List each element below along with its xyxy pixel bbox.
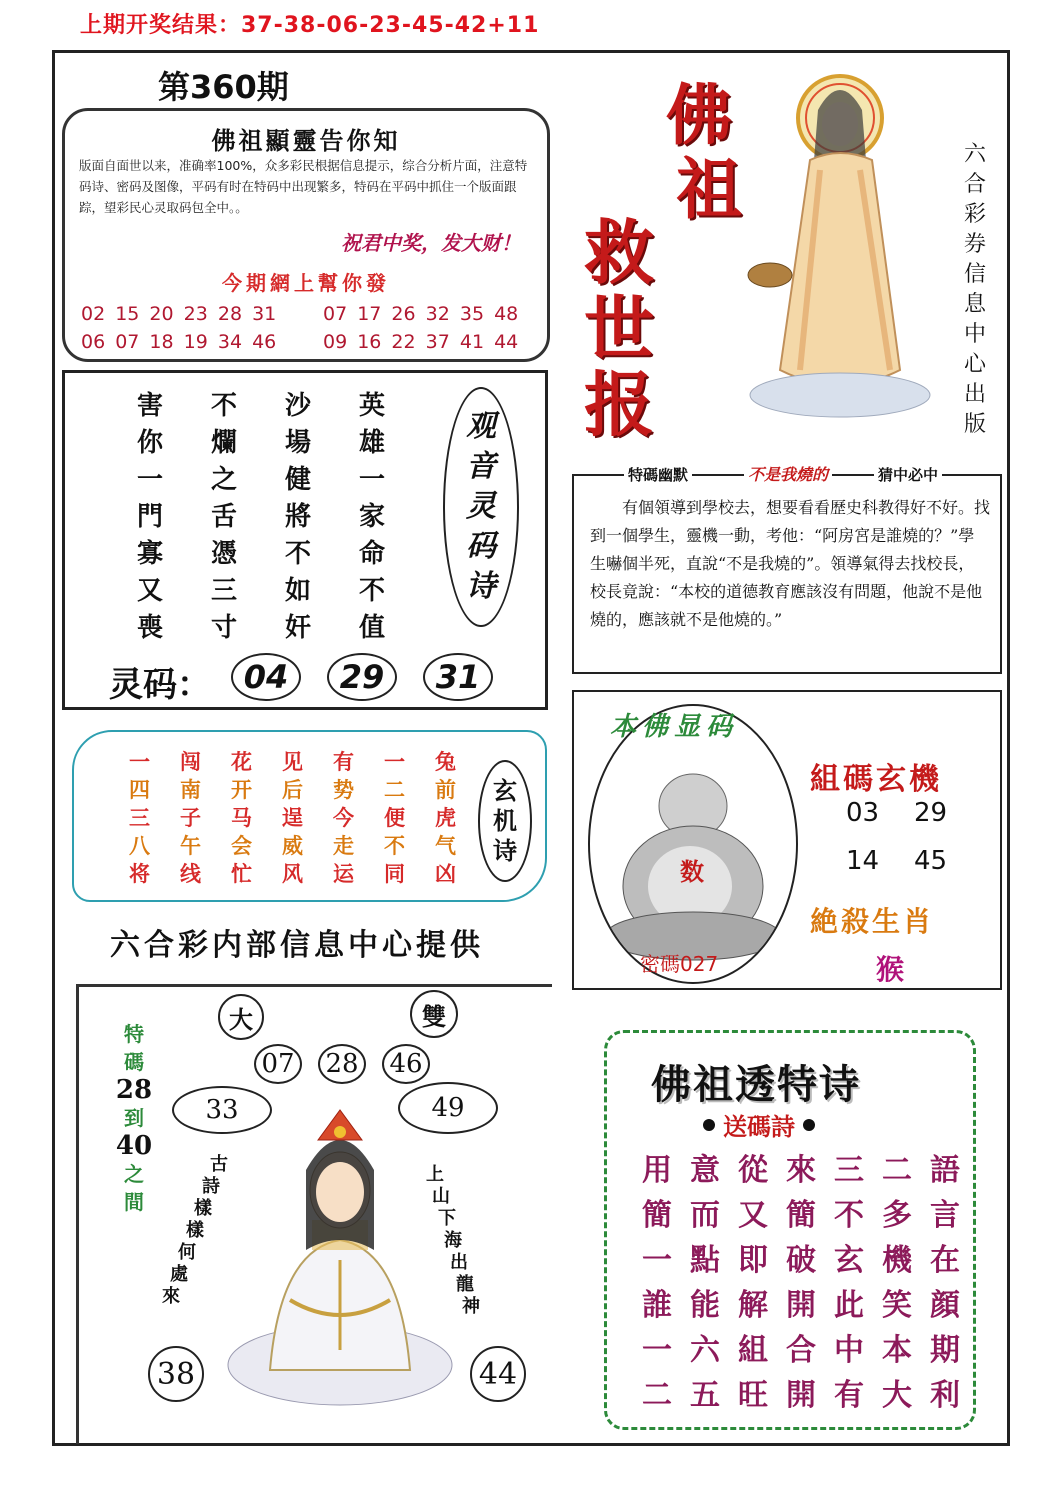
poem-char: 雄: [358, 428, 385, 458]
circle-number: 28: [318, 1044, 366, 1084]
joke-body: 有個領導到學校去，想要看看歷史科教得好不好。找到一個學生，靈機一動，考他：“阿房宮是誰燒的？”學生嚇個半死，直說“不是我燒的”。領導氣得去找校長，校長竟說：“本校的道德教育應該沒有問題，他說不是他燒的，應該就不是他燒的。”: [590, 498, 991, 629]
poem-char: 害: [136, 391, 163, 421]
poem-char: 不: [210, 391, 237, 421]
publisher-char: 出: [963, 382, 986, 407]
xuanji-title-char: 机: [493, 807, 517, 835]
tetou-grid: [633, 1145, 969, 1415]
vertical-poem-char: 詩: [202, 1176, 220, 1197]
xuanji-char: 二: [384, 778, 405, 802]
vertical-poem-char: 山: [432, 1186, 450, 1207]
tema-between-2: 間: [124, 1190, 144, 1214]
xuanji-title-char: 诗: [493, 837, 517, 865]
vertical-poem-char: 出: [450, 1252, 468, 1273]
vertical-poem-char: 上: [426, 1164, 444, 1185]
xuanji-char: 气: [435, 834, 456, 858]
xuanji-char: 势: [333, 778, 354, 802]
poem-char: 奸: [284, 613, 311, 643]
tetou-char: 解: [738, 1288, 768, 1323]
numbers-row1-left: 02 15 20 23 28 31: [81, 303, 277, 325]
bullet-dot: [803, 1119, 815, 1131]
poem-char: 舌: [210, 502, 237, 532]
poem-char: 值: [358, 613, 385, 643]
xuanji-char: 南: [180, 778, 201, 802]
tetou-char: 一: [642, 1243, 672, 1278]
publisher-vertical: [960, 140, 990, 440]
side-number-right: 49: [398, 1082, 498, 1134]
xuanji-char: 今: [333, 806, 354, 830]
vertical-poem-char: 古: [210, 1154, 228, 1175]
tetou-char: 顔: [930, 1288, 960, 1323]
poem-char: 三: [210, 576, 237, 606]
joke-header-right: 猜中必中: [874, 464, 942, 485]
tetou-char: 一: [642, 1333, 672, 1368]
poem-char: 喪: [136, 613, 163, 643]
joke-header-mid: 不是我燒的: [744, 462, 832, 485]
joke-header-left: 特碼幽默: [624, 464, 692, 485]
guanyin-poem-box: [62, 370, 548, 710]
poem-char: 門: [136, 502, 163, 532]
title-jiu: 救: [584, 211, 654, 294]
xuanji-char: 一: [384, 750, 405, 774]
tetou-char: 本: [882, 1333, 912, 1368]
numbers-row1-right: 07 17 26 32 35 48: [323, 303, 519, 325]
tetou-char: 中: [834, 1333, 864, 1368]
tetou-char: 來: [786, 1153, 816, 1188]
label-da: 大: [218, 994, 264, 1040]
poem-char: 寡: [136, 539, 163, 569]
poem-char: 又: [136, 576, 163, 606]
circle-number: 07: [254, 1044, 302, 1084]
xuanji-char: 走: [333, 834, 354, 858]
publisher-char: 心: [963, 352, 986, 377]
lingma-number: 31: [423, 653, 493, 701]
kill-zodiac-animal: 猴: [876, 953, 905, 986]
side-number-left: 33: [172, 1086, 272, 1134]
tetou-char: 意: [690, 1153, 720, 1188]
publisher-char: 彩: [963, 202, 986, 227]
xuanji-char: 风: [282, 862, 303, 886]
xuanji-char: 花: [231, 750, 252, 774]
tetou-char: 組: [738, 1333, 768, 1368]
xuanji-char: 八: [129, 834, 150, 858]
vertical-poem-char: 神: [462, 1296, 480, 1317]
xuanji-char: 会: [231, 834, 252, 858]
left-vertical-poem: [130, 1150, 228, 1310]
numbers-row2-right: 09 16 22 37 41 44: [323, 331, 519, 353]
xuanji-char: 开: [231, 778, 252, 802]
buddha-arc-title: 本佛显码: [610, 712, 739, 742]
issue-number: 第360期: [158, 68, 289, 106]
buddha-oval: [588, 704, 798, 984]
tetou-char: 開: [786, 1378, 816, 1413]
bottom-number-left: 38: [148, 1346, 204, 1402]
tetou-char: 語: [930, 1153, 960, 1188]
poem-title-char: 码: [466, 529, 496, 564]
tetou-char: 用: [642, 1153, 672, 1188]
publisher-char: 中: [963, 322, 986, 347]
xuanji-char: 闯: [180, 750, 201, 774]
publisher-char: 版: [963, 412, 986, 437]
tetou-char: 笑: [882, 1288, 912, 1323]
xuanji-char: 威: [282, 834, 303, 858]
xuanji-char: 子: [180, 806, 201, 830]
xuanji-char: 同: [384, 862, 405, 886]
xuanji-char: 马: [231, 806, 252, 830]
provider-line: 六合彩内部信息中心提供: [110, 928, 484, 963]
tetou-char: 能: [690, 1288, 720, 1323]
joke-box: [572, 465, 1002, 674]
xuanji-title: [478, 760, 532, 882]
combo-number: 14: [846, 846, 880, 876]
xuanji-title-char: 玄: [493, 777, 517, 805]
tetou-char: 合: [786, 1333, 816, 1368]
xuanji-char: 有: [333, 750, 354, 774]
publisher-char: 信: [963, 262, 986, 287]
notice-box: [62, 108, 550, 362]
kill-zodiac-title: 絶殺生肖: [810, 905, 935, 938]
xuanji-char: 一: [129, 750, 150, 774]
poem-char: 寸: [210, 613, 237, 643]
tema-to: 40: [115, 1131, 153, 1161]
bullet-dot: [703, 1119, 715, 1131]
guanyin-standing-illustration: [740, 70, 950, 430]
tetou-char: 從: [738, 1153, 768, 1188]
tetou-poem-box: [604, 1030, 976, 1430]
xuanji-char: 前: [435, 778, 456, 802]
poem-char: 健: [284, 465, 311, 495]
tetou-char: 言: [930, 1198, 960, 1233]
poem-title-char: 灵: [466, 489, 496, 524]
poem-char: 將: [284, 502, 311, 532]
tema-to-label: 到: [124, 1106, 144, 1130]
laughing-buddha-illustration: [590, 706, 796, 982]
tetou-char: 期: [930, 1333, 960, 1368]
xuanji-char: 虎: [435, 806, 456, 830]
vertical-poem-char: 海: [444, 1230, 462, 1251]
xuanji-char: 后: [282, 778, 303, 802]
tetou-char: 有: [834, 1378, 864, 1413]
tetou-char: 不: [834, 1198, 864, 1233]
xuanji-char: 不: [384, 834, 405, 858]
poem-char: 憑: [210, 539, 237, 569]
tetou-title: 佛祖透特诗: [651, 1061, 861, 1108]
xuanji-char: 便: [384, 806, 405, 830]
lingma-label: 灵码：: [109, 665, 211, 705]
publisher-char: 六: [963, 142, 986, 167]
tetou-char: 簡: [642, 1198, 672, 1233]
tema-label-1: 特: [124, 1022, 144, 1046]
tetou-char: 破: [786, 1243, 816, 1278]
poem-char: 爛: [210, 428, 237, 458]
tetou-char: 此: [834, 1288, 864, 1323]
tema-between-1: 之: [124, 1162, 144, 1186]
vertical-poem-char: 樣: [194, 1198, 212, 1219]
poem-char: 沙: [284, 391, 311, 421]
poem-char: 一: [358, 465, 385, 495]
guanyin-poem-title: [443, 387, 519, 627]
buddha-center-char: 数: [680, 858, 704, 886]
xuanji-poem-box: [72, 730, 547, 902]
poem-char: 你: [136, 428, 163, 458]
tetou-char: 大: [882, 1378, 912, 1413]
xuanji-char: 三: [129, 806, 150, 830]
lingma-number: 04: [231, 653, 301, 701]
tetou-char: 誰: [642, 1288, 672, 1323]
combo-title: 組碼玄機: [810, 762, 942, 797]
tetou-char: 利: [930, 1378, 960, 1413]
guanyin-seated-illustration: [220, 1100, 460, 1410]
tetou-char: 機: [882, 1243, 912, 1278]
tetou-char: 即: [738, 1243, 768, 1278]
tetou-subtitle-row: [703, 1107, 815, 1142]
xuanji-char: 运: [333, 862, 354, 886]
tetou-subtitle: 送碼詩: [723, 1113, 795, 1141]
combo-number: 29: [914, 798, 948, 828]
buddha-box: [572, 690, 1002, 990]
tetou-char: 二: [642, 1378, 672, 1413]
poem-char: 不: [284, 539, 311, 569]
title-shi: 世: [584, 287, 654, 370]
xuanji-char: 忙: [231, 862, 252, 886]
tetou-char: 六: [690, 1333, 720, 1368]
vertical-poem-char: 下: [438, 1208, 456, 1229]
bottom-number-right: 44: [470, 1346, 526, 1402]
poem-char: 場: [284, 428, 311, 458]
poem-char: 英: [358, 391, 385, 421]
tetou-char: 簡: [786, 1198, 816, 1233]
publisher-char: 券: [963, 232, 986, 257]
notice-subtitle: 今期網上幫你發: [222, 271, 390, 295]
poem-title-char: 音: [466, 449, 496, 484]
xuanji-char: 午: [180, 834, 201, 858]
combo-number: 45: [914, 846, 948, 876]
xuanji-char: 凶: [435, 862, 456, 886]
previous-result: 上期开奖结果：37-38-06-23-45-42+11: [80, 13, 540, 38]
poem-char: 命: [358, 539, 385, 569]
xuanji-char: 兔: [435, 750, 456, 774]
xuanji-char: 逞: [282, 806, 303, 830]
xuanji-char: 线: [180, 862, 201, 886]
poem-char: 不: [358, 576, 385, 606]
poem-title-char: 诗: [466, 569, 496, 604]
notice-title: 佛祖顯靈告你知: [211, 127, 401, 155]
vertical-poem-char: 龍: [456, 1274, 474, 1295]
xuanji-char: 将: [129, 862, 150, 886]
tetou-char: 旺: [738, 1378, 768, 1413]
tetou-char: 而: [690, 1198, 720, 1233]
poem-grid: [113, 385, 409, 644]
notice-body: 版面自面世以来，准确率100%，众多彩民根据信息提示，综合分析片面，注意特码诗、密码及图像，平码有时在特码中出现繁多，特码在平码中抓住一个版面跟踪，望彩民心灵取码包全中。。: [79, 158, 528, 215]
secret-code: 密碼027: [640, 952, 719, 976]
circle-number: 46: [382, 1044, 430, 1084]
title-fo: 佛: [666, 76, 732, 154]
lingma-number: 29: [327, 653, 397, 701]
title-bao: 报: [584, 363, 654, 446]
poem-title-char: 观: [466, 409, 496, 444]
vertical-poem-char: 何: [178, 1242, 196, 1263]
tetou-char: 五: [690, 1378, 720, 1413]
title-zu: 祖: [676, 150, 742, 228]
tema-from: 28: [115, 1075, 153, 1105]
combo-number: 03: [846, 798, 880, 828]
tetou-char: 在: [930, 1243, 960, 1278]
vertical-poem-char: 來: [162, 1286, 180, 1307]
tetou-char: 三: [834, 1153, 864, 1188]
vertical-poem-char: 樣: [186, 1220, 204, 1241]
poem-char: 一: [136, 465, 163, 495]
vertical-poem-char: 處: [170, 1264, 188, 1285]
numbers-row2-left: 06 07 18 19 34 46: [81, 331, 277, 353]
label-shuang: 雙: [410, 990, 458, 1038]
tetou-char: 又: [738, 1198, 768, 1233]
poem-char: 如: [284, 576, 311, 606]
tetou-char: 多: [882, 1198, 912, 1233]
tetou-char: 玄: [834, 1243, 864, 1278]
publisher-char: 息: [963, 292, 986, 317]
poem-char: 家: [358, 502, 385, 532]
tetou-char: 點: [690, 1243, 720, 1278]
xuanji-grid: [114, 746, 471, 886]
poem-char: 之: [210, 465, 237, 495]
tetou-char: 開: [786, 1288, 816, 1323]
publisher-char: 合: [963, 172, 986, 197]
xuanji-char: 四: [129, 778, 150, 802]
tema-label-2: 碼: [124, 1050, 144, 1074]
xuanji-char: 见: [282, 750, 303, 774]
tetou-char: 二: [882, 1153, 912, 1188]
notice-wish: 祝君中奖，发大财！: [341, 231, 521, 255]
